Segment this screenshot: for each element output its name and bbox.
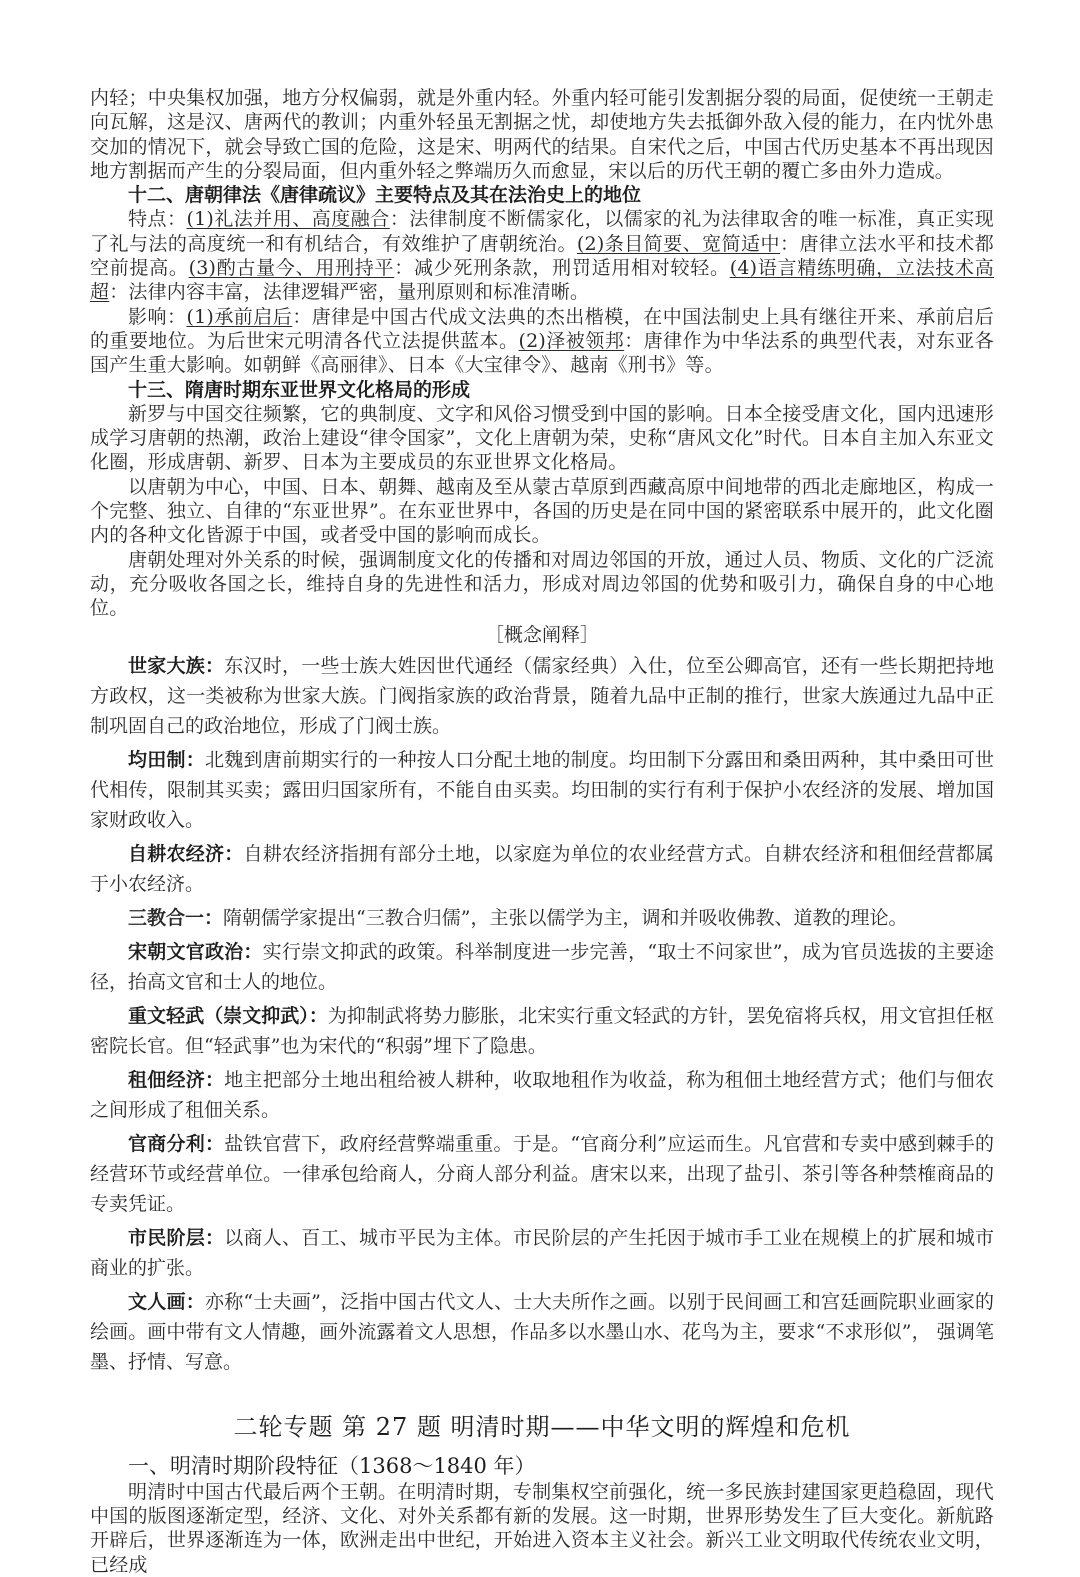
intro-paragraph: 内轻；中央集权加强，地方分权偏弱，就是外重内轻。外重内轻可能引发割据分裂的局面，促使统一王朝走向瓦解，这是汉、唐两代的教训；内重外轻虽无割据之忧，却使地方失去抵御外敌入侵的能力，在内忧外患交加的情况下，就会导致亡国的危险，这是宋、明两代的结果。自宋代之后，中国古代历史基本不再出现因地方割据而产生的分裂局面，但内重外轻之弊端历久而愈显，宋以后的历代王朝的覆亡多由外力造成。 bbox=[90, 87, 994, 182]
concept-term: 自耕农经济： bbox=[128, 842, 244, 865]
concept-zigengnong bbox=[90, 839, 994, 899]
section-13-paragraph-3: 唐朝处理对外关系的时候，强调制度文化的传播和对周边邻国的开放，通过人员、物质、文化的广泛流动，充分吸收各国之长，维持自身的先进性和活力，形成对周边邻国的优势和吸引力，确保自身的中心地位。 bbox=[90, 548, 994, 620]
concept-text: 北魏到唐前期实行的一种按人口分配土地的制度。均田制下分露田和桑田两种，其中桑田可世代相传，限制其买卖；露田归国家所有，不能自由买卖。均田制的实行有利于保护小农经济的发展、增加国家财政收入。 bbox=[90, 748, 994, 831]
feature-4-text: ：法律内容丰富，法律逻辑严密，量刑原则和标准清晰。 bbox=[109, 281, 590, 304]
concept-zudian-jingji bbox=[90, 1065, 994, 1125]
section-12-heading: 十二、唐朝律法《唐律疏议》主要特点及其在法治史上的地位 bbox=[128, 184, 642, 207]
concept-sanjiao-heyi bbox=[90, 903, 994, 933]
concepts-heading: ［概念阐释］ bbox=[484, 623, 599, 646]
concept-wenren-hua bbox=[90, 1287, 994, 1377]
concept-text: 实行崇文抑武的政策。科举制度进一步完善，“取士不问家世”，成为官员选拔的主要途径，抬高文官和士人的地位。 bbox=[90, 940, 994, 993]
section-12-influence bbox=[90, 305, 994, 378]
feature-1-text: ：法律制度不断儒家化，以儒家的礼为法律取舍的唯一标准，真正实现了礼与法的高度统一和有机结合，有效维护了唐朝统治。 bbox=[90, 208, 994, 255]
concept-text: 地主把部分土地出租给被人耕种，收取地租作为收益，称为租佃土地经营方式；他们与佃农之间形成了租佃关系。 bbox=[90, 1068, 994, 1121]
concept-term: 重文轻武（崇文抑武）： bbox=[128, 1004, 328, 1027]
influence-2-text: ：唐律作为中华法系的典型代表，对东亚各国产生重大影响。如朝鲜《高丽律》、日本《大宝律令》、越南《刑书》等。 bbox=[90, 329, 994, 377]
influence-1-key: (1)承前启后 bbox=[186, 305, 293, 328]
concept-text: 盐铁官营下，政府经营弊端重重。于是。“官商分利”应运而生。凡官营和专卖中感到棘手的经营环节或经营单位。一律承包给商人，分商人部分利益。唐宋以来，出现了盐引、茶引等各种禁榷商品的专卖凭证。 bbox=[90, 1132, 994, 1215]
chapter-title: 二轮专题 第 27 题 明清时期——中华文明的辉煌和危机 bbox=[233, 1412, 851, 1441]
feature-3-key: (3)酌古量今、用刑持平 bbox=[188, 257, 395, 280]
concept-term: 世家大族： bbox=[128, 654, 225, 677]
concept-term: 租佃经济： bbox=[128, 1068, 225, 1091]
chapter-section-1-paragraph: 明清时中国古代最后两个王朝。在明清时期，专制集权空前强化，统一多民族封建国家更趋稳固，现代中国的版图逐渐定型，经济、文化、对外关系都有新的发展。这一时期，世界形势发生了巨大变化。新航路开辟后，世界逐渐连为一体，欧洲走出中世纪，开始进入资本主义社会。新兴工业文明取代传统农业文明，已经成 bbox=[90, 1480, 994, 1576]
concept-text: 为抑制武将势力膨胀，北宋实行重文轻武的方针，罢免宿将兵权，用文官担任枢密院长官。但“轻武事”也为宋代的“积弱”埋下了隐患。 bbox=[90, 1004, 994, 1057]
feature-1-key: (1)礼法并用、高度融合 bbox=[186, 208, 390, 231]
features-label: 特点： bbox=[128, 208, 187, 231]
document-page bbox=[90, 86, 994, 1577]
influence-2-key: (2)泽被领邦 bbox=[518, 329, 625, 352]
feature-3-text: ：减少死刑条款，刑罚适用相对较轻。 bbox=[394, 257, 730, 280]
concept-term: 文人画： bbox=[128, 1290, 205, 1313]
feature-4-key: (4)语言精练明确，立法技术高超 bbox=[90, 257, 994, 304]
concept-shijia-dazu bbox=[90, 651, 994, 741]
section-13-paragraph-2: 以唐朝为中心，中国、日本、朝舞、越南及至从蒙古草原到西藏高原中间地带的西北走廊地区，构成一个完整、独立、自律的“东亚世界”。在东亚世界中，各国的历史是在同中国的紧密联系中展开的，此文化圈内的各种文化皆源于中国，或者受中国的影响而成长。 bbox=[90, 475, 994, 547]
concept-wenguan-zhengzhi bbox=[90, 937, 994, 997]
concept-term: 宋朝文官政治： bbox=[128, 940, 263, 963]
concept-term: 官商分利： bbox=[128, 1132, 225, 1155]
influence-1-text: ：唐律是中国古代成文法典的杰出楷模，在中国法制史上具有继往开来、承前启后的重要地位。为后世宋元明清各代立法提供蓝本。 bbox=[90, 305, 994, 352]
concept-text: 隋朝儒学家提出“三教合归儒”，主张以儒学为主，调和并吸收佛教、道教的理论。 bbox=[223, 906, 908, 929]
concept-text: 东汉时，一些士族大姓因世代通经（儒家经典）入仕，位至公卿高官，还有一些长期把持地方政权，这一类被称为世家大族。门阀指家族的政治背景，随着九品中正制的推行，世家大族通过九品中正制巩固自己的政治地位，形成了门阀士族。 bbox=[90, 654, 994, 737]
section-13-paragraph-1: 新罗与中国交往频繁，它的典制度、文字和风俗习惯受到中国的影响。日本全接受唐文化，国内迅速形成学习唐朝的热潮，政治上建设“律令国家”，文化上唐朝为荣，史称“唐风文化”时代。日本自主加入东亚文化圈，形成唐朝、新罗、日本为主要成员的东亚世界文化格局。 bbox=[90, 402, 994, 474]
section-13-heading: 十三、隋唐时期东亚世界文化格局的形成 bbox=[128, 378, 471, 401]
concept-guanshang-fenli bbox=[90, 1129, 994, 1219]
chapter-section-1-heading: 一、明清时期阶段特征（1368～1840 年） bbox=[128, 1453, 536, 1478]
concept-term: 市民阶层： bbox=[128, 1226, 225, 1249]
concept-term: 三教合一： bbox=[128, 906, 224, 929]
concept-text: 亦称“士夫画”，泛指中国古代文人、士大夫所作之画。以别于民间画工和宫廷画院职业画家的绘画。画中带有文人情趣，画外流露着文人思想，作品多以水墨山水、花鸟为主，要求“不求形似”， 强调笔墨、抒情、写意。 bbox=[90, 1290, 994, 1373]
concept-juntianzhi bbox=[90, 745, 994, 835]
section-12-features bbox=[90, 207, 994, 304]
concept-text: 以商人、百工、城市平民为主体。市民阶层的产生托因于城市手工业在规模上的扩展和城市商业的扩张。 bbox=[90, 1226, 994, 1279]
feature-2-text: ：唐律立法水平和技术都空前提高。 bbox=[90, 232, 994, 280]
influence-label: 影响： bbox=[128, 305, 187, 328]
concept-zhongwen-qingwu bbox=[90, 1001, 994, 1061]
concept-term: 均田制： bbox=[128, 748, 205, 771]
feature-2-key: (2)条目简要、宽简适中 bbox=[576, 232, 781, 255]
concept-shimin-jieceng bbox=[90, 1223, 994, 1283]
concept-text: 自耕农经济指拥有部分土地，以家庭为单位的农业经营方式。自耕农经济和租佃经营都属于小农经济。 bbox=[90, 842, 994, 895]
